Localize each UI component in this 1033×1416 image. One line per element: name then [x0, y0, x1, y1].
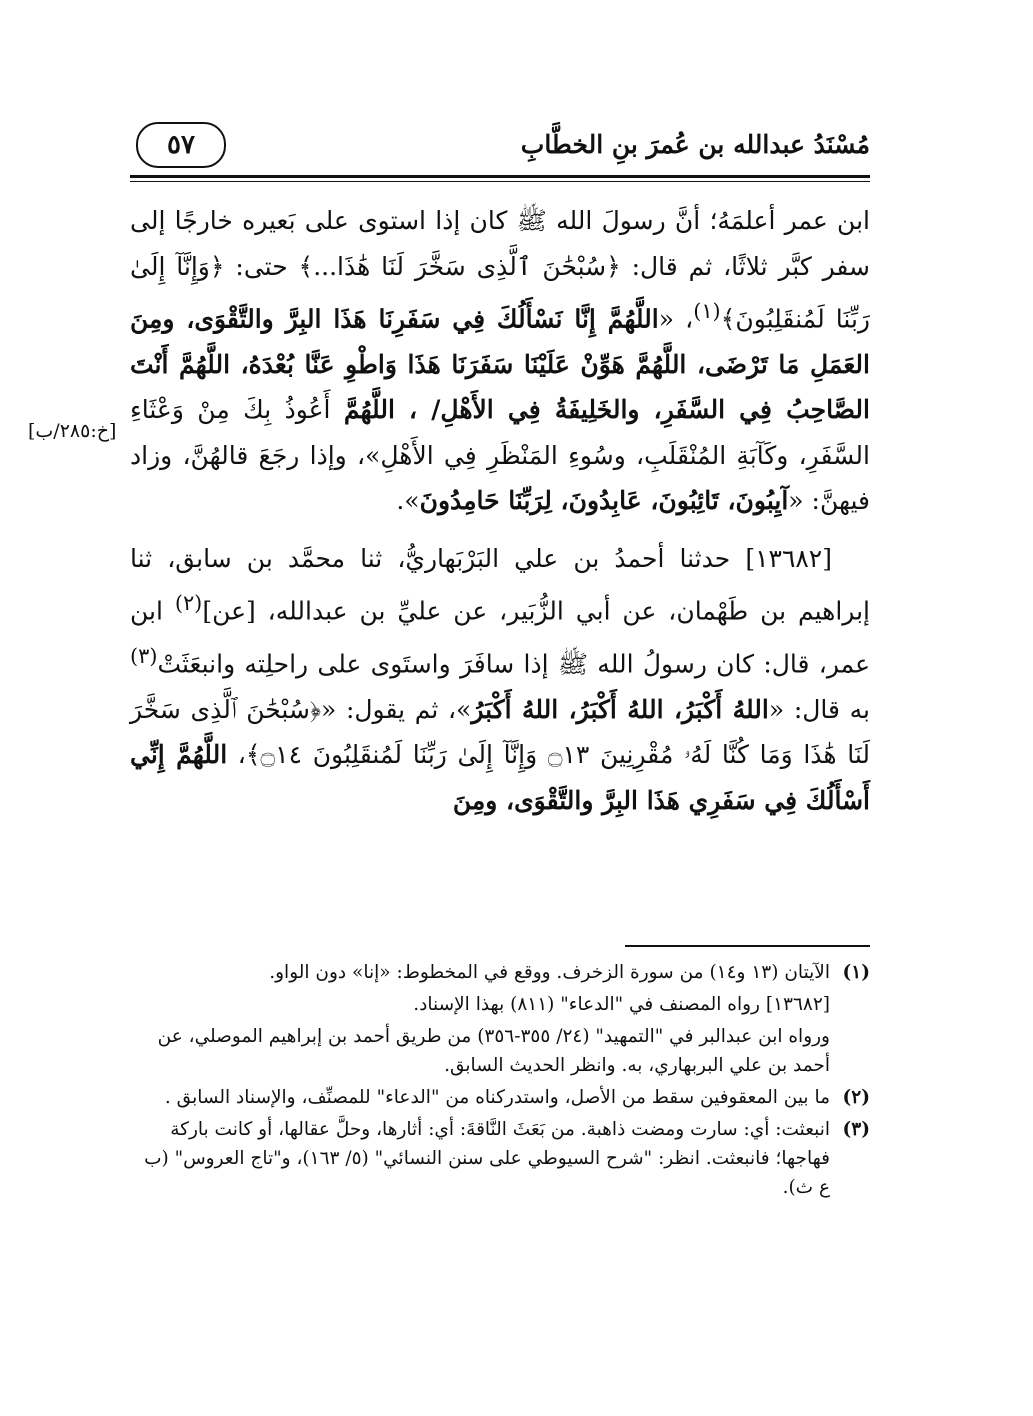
text-run: حتى:	[224, 251, 299, 281]
text-run: ،	[227, 740, 246, 770]
footnote-text: ورواه ابن عبدالبر في "التمهيد" (٢٤/ ٣٥٥-٣٥٦) من طريق أحمد بن إبراهيم الموصلي، عن أحمد بن علي البربهاري، به. وانظر الحديث السابق.	[157, 1026, 830, 1076]
footnote-item	[130, 990, 870, 1019]
text-run: ابن عمر أعلمَهُ؛ أنَّ رسولَ الله ﷺ كان إذا استوى على بَعيره خارجًا إلى سفر كبَّر ثلاثًا، ثم قال:	[130, 206, 870, 281]
footnote-text: [١٣٦٨٢] رواه المصنف في "الدعاء" (٨١١) بهذا الإسناد.	[413, 994, 830, 1015]
main-text	[130, 198, 870, 823]
footnote-text: ما بين المعقوفين سقط من الأصل، واستدركناه من "الدعاء" للمصنِّف، والإسناد السابق .	[164, 1087, 830, 1108]
footnote-ref: (٣)	[130, 644, 158, 669]
header-rule-thin	[130, 181, 870, 182]
footnote-text: انبعثت: أي: سارت ومضت ذاهبة. من بَعَثَ النَّاقةَ: أي: أثارها، وحلَّ عقالها، أو كانت باركة فهاجها؛ فانبعثت. انظر: "شرح السيوطي على سنن النسائي" (٥/ ١٦٣)، و"تاج العروس" (ب ع ث).	[144, 1119, 830, 1198]
dua-bold-text: آيِبُونَ، تَائِبُونَ، عَابِدُونَ، لِرَبِّنَا حَامِدُونَ	[419, 486, 789, 516]
paragraph-hadith-13682	[130, 536, 870, 824]
manuscript-folio-note: [خ:٢٨٥/ب]	[28, 420, 117, 442]
text-run: ابن عمر، قال: كان رسولُ الله ﷺ إذا سافَرَ واستَوى على راحلِته وانبعَثَتْ	[130, 596, 870, 679]
page-number: ٥٧	[136, 122, 226, 168]
footnote-number: (٣)	[842, 1119, 870, 1140]
footnote-item	[130, 958, 870, 987]
text-run: [١٣٦٨٢] حدثنا أحمدُ بن علي البَرْبَهاريُّ، ثنا محمَّد بن سابق، ثنا إبراهيم بن طَهْمان، عن أبي الزُّبَير، عن عليِّ بن عبدالله، [عن]	[130, 543, 870, 626]
paragraph-hadith-continuation	[130, 198, 870, 524]
quran-verse: ﴿سُبْحَٰنَ ٱلَّذِى سَخَّرَ لَنَا هَٰذَا...﴾	[298, 251, 621, 281]
footnote-text: الآيتان (١٣ و١٤) من سورة الزخرف. ووقع في المخطوط: «إنا» دون الواو.	[269, 962, 830, 983]
text-run: ، «	[658, 304, 694, 334]
text-run: »، ثم يقول: «	[320, 694, 472, 724]
footnote-ref: (٢)	[174, 591, 203, 616]
footnote-item	[130, 1083, 870, 1112]
footnote-item	[130, 1115, 870, 1202]
footnote-separator	[625, 945, 870, 947]
footnotes	[130, 958, 870, 1205]
running-title: مُسْنَدُ عبدالله بن عُمرَ بنِ الخطَّابِ	[520, 130, 870, 159]
page-header	[130, 118, 870, 178]
footnote-number: (١)	[842, 962, 870, 983]
dua-bold-text: اللَّهُمَّ إِنَّا نَسْأَلُكَ فِي سَفَرِنَا هَذَا البِرَّ والتَّقْوَى، ومِنَ العَمَلِ مَا تَرْضَى، اللَّهُمَّ هَوِّنْ عَلَيْنَا سَفَرَنَا هَذَا وَاطْوِ عَنَّا بُعْدَهُ، اللَّهُمَّ أَنْتَ الصَّاحِبُ فِي السَّفَرِ، والخَلِيفَةُ فِي الأَهْلِ/ ، اللَّهُمَّ	[130, 304, 870, 425]
dua-bold-text: اللَّهُمَّ إِنِّي أَسْأَلُكَ فِي سَفَرِي هَذَا البِرَّ والتَّقْوَى، ومِنَ	[130, 740, 870, 815]
quran-verse: ﴿سُبْحَٰنَ ٱلَّذِى سَخَّرَ لَنَا هَٰذَا وَمَا كُنَّا لَهُۥ مُقْرِنِينَ ۝١٣ وَإِنَّآ إِلَىٰ رَبِّنَا لَمُنقَلِبُونَ ۝١٤﴾	[130, 694, 871, 770]
footnote-ref: (١)	[693, 299, 721, 323]
text-run: ».	[396, 486, 420, 516]
footnote-item	[130, 1022, 870, 1080]
takbir-bold-text: اللهُ أَكْبَرُ، اللهُ أَكْبَرُ، اللهُ أَكْبَرُ	[471, 694, 769, 724]
text-run: أَعُوذُ بِكَ مِنْ وَعْثَاءِ السَّفَرِ، وكَآبَةِ المُنْقَلَبِ، وسُوءِ المَنْظَرِ فِي الأَهْلِ»، وإذا رجَعَ قالهُنَّ، وزاد فيهنَّ: «	[130, 395, 870, 516]
quran-verse: ﴿وَإِنَّآ إِلَىٰ رَبِّنَا لَمُنقَلِبُونَ﴾	[130, 251, 870, 334]
footnote-number: (٢)	[842, 1087, 870, 1108]
header-rule-thick	[130, 175, 870, 178]
text-run: به قال: «	[768, 694, 870, 724]
